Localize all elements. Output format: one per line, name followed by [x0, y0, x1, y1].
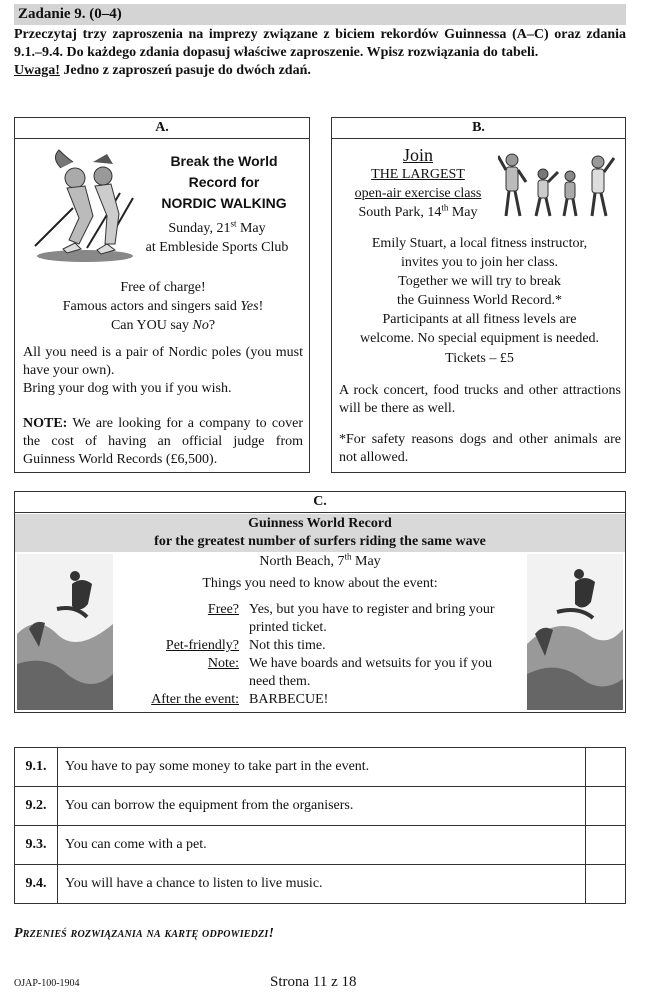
- invitation-c-faq: [115, 601, 525, 709]
- invitation-b-title: Join THE LARGEST open-air exercise class South Park, 14th May: [354, 145, 482, 220]
- invitation-c-label: C.: [15, 492, 625, 513]
- exercise-class-illustration: [498, 148, 618, 223]
- faq-row: Pet-friendly? Not this time.: [165, 638, 326, 653]
- task-header: Zadanie 9. (0–4): [14, 4, 626, 25]
- question-number: 9.4.: [15, 865, 58, 904]
- invitation-c-title: Guinness World Record for the greatest number of surfers riding the same wave: [15, 514, 625, 552]
- question-number: 9.1.: [15, 748, 58, 787]
- page-number: Strona 11 z 18: [270, 974, 357, 990]
- invitation-a-highlights: Free of charge! Famous actors and singers said Yes! Can YOU say No?: [62, 280, 264, 333]
- question-text: You can borrow the equipment from the organisers.: [58, 787, 586, 826]
- transfer-instruction: Przenieś rozwiązania na kartę odpowiedzi!: [14, 926, 275, 941]
- invitation-b-tickets: Tickets – £5: [445, 351, 514, 366]
- invitation-a-date: Sunday, 21st May at Embleside Sports Club: [145, 218, 289, 255]
- surfers-illustration-right: [527, 554, 623, 710]
- question-text: You can come with a pet.: [58, 826, 586, 865]
- task-instructions: [14, 26, 626, 80]
- answer-cell[interactable]: [586, 787, 626, 826]
- note-text: Jedno z zaproszeń pasuje do dwóch zdań.: [59, 63, 311, 78]
- invitation-a: [14, 117, 310, 473]
- answer-table: [14, 747, 626, 904]
- invitation-a-note: NOTE: We are looking for a company to cover the cost of having an official judge from Guinness World Records (£6,500).: [23, 416, 303, 467]
- invitation-c-subtitle: Things you need to know about the event:: [202, 576, 438, 591]
- invitation-b: [331, 117, 626, 473]
- invitation-c: [14, 491, 626, 713]
- invitation-a-title: Break the World Record for NORDIC WALKING: [161, 153, 287, 211]
- note-label: Uwaga!: [14, 63, 60, 78]
- nordic-walkers-illustration: [25, 148, 140, 268]
- invitation-a-label: A.: [15, 118, 309, 139]
- question-number: 9.2.: [15, 787, 58, 826]
- invitation-a-requirements: All you need is a pair of Nordic poles (you must have your own). Bring your dog with you if you wish.: [23, 345, 303, 396]
- intro-text: Przeczytaj trzy zaproszenia na imprezy związane z biciem rekordów Guinnessa (A–C) oraz zdania 9.1.–9.4. Do każdego zdania dopasuj właściwe zaproszenie. Wpisz rozwiązania do tabeli.: [14, 27, 626, 60]
- table-row: [15, 826, 626, 865]
- table-row: [15, 748, 626, 787]
- surfers-illustration-left: [17, 554, 113, 710]
- invitation-b-safety-note: *For safety reasons dogs and other animals are not allowed.: [339, 432, 621, 465]
- invitation-b-attractions: A rock concert, food trucks and other attractions will be there as well.: [339, 383, 621, 416]
- table-row: [15, 787, 626, 826]
- invitation-b-label: B.: [332, 118, 625, 139]
- faq-row: Free? Yes, but you have to register and bring your printed ticket.: [207, 602, 495, 635]
- invitation-b-description: Emily Stuart, a local fitness instructor, invites you to join her class. Together we will try to break the Guinness World Record.* Participants at all fitness levels are welcome. No special equipment is needed.: [359, 236, 600, 346]
- question-number: 9.3.: [15, 826, 58, 865]
- table-row: [15, 865, 626, 904]
- answer-cell[interactable]: [586, 865, 626, 904]
- answer-cell[interactable]: [586, 748, 626, 787]
- faq-row: Note: We have boards and wetsuits for you if you need them.: [207, 656, 493, 689]
- invitation-c-date: North Beach, 7th May: [259, 551, 381, 569]
- question-text: You will have a chance to listen to live music.: [58, 865, 586, 904]
- question-text: You have to pay some money to take part in the event.: [58, 748, 586, 787]
- exam-code: OJAP-100-1904: [14, 978, 80, 989]
- faq-row: After the event: BARBECUE!: [151, 692, 329, 707]
- answer-cell[interactable]: [586, 826, 626, 865]
